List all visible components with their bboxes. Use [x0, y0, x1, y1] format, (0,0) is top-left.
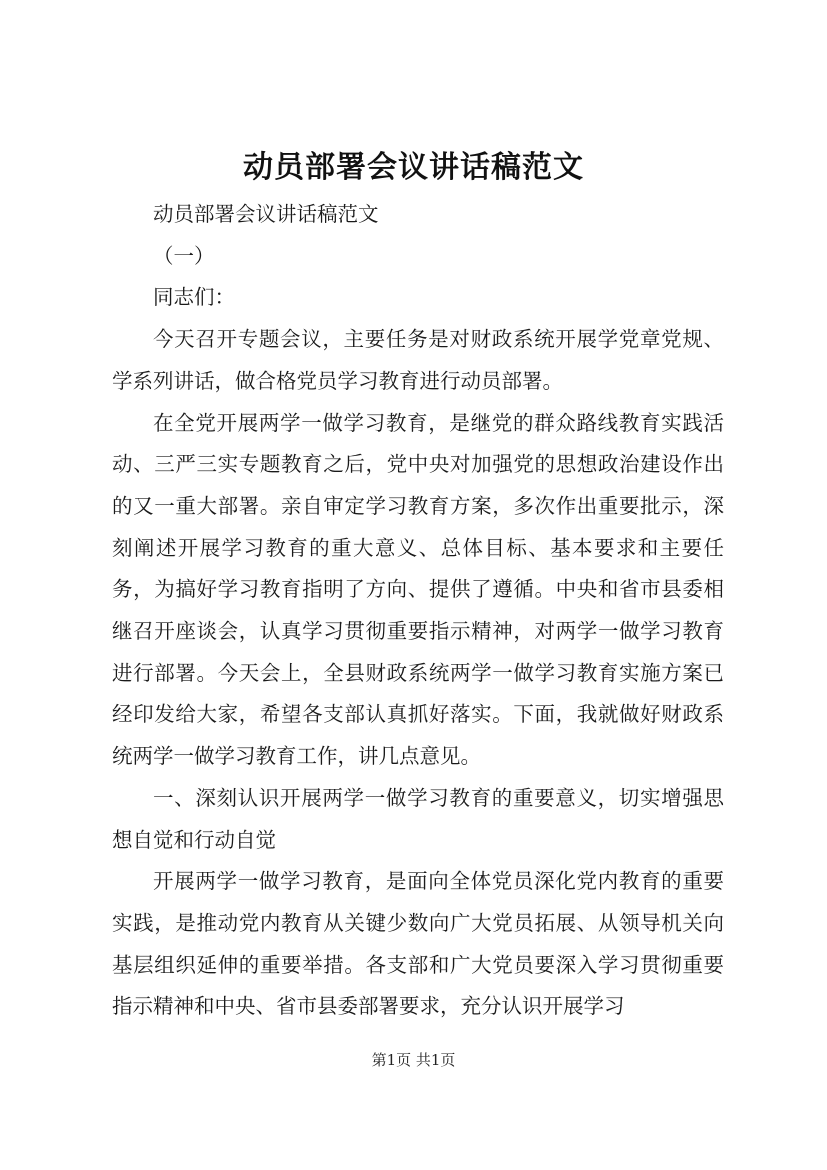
document-body	[112, 194, 724, 1028]
document-title: 动员部署会议讲话稿范文	[243, 150, 584, 185]
body-paragraph: 今天召开专题会议，主要任务是对财政系统开展学党章党规、学系列讲话，做合格党员学习教育进行动员部署。	[112, 327, 724, 393]
body-paragraph: 开展两学一做学习教育，是面向全体党员深化党内教育的重要实践，是推动党内教育从关键少数向广大党员拓展、从领导机关向基层组织延伸的重要举措。各支部和广大党员要深入学习贯彻重要指示精神和中央、省市县委部署要求，充分认识开展学习	[112, 869, 724, 1019]
subtitle-paragraph: 动员部署会议讲话稿范文	[153, 202, 379, 226]
salutation-paragraph: 同志们：	[153, 285, 235, 310]
section-number-paragraph: （一）	[153, 243, 215, 268]
page-footer: 第1页 共1页	[371, 1051, 456, 1069]
body-paragraph: 在全党开展两学一做学习教育，是继党的群众路线教育实践活动、三严三实专题教育之后，党中央对加强党的思想政治建设作出的又一重大部署。亲自审定学习教育方案，多次作出重要批示，深刻阐述开展学习教育的重大意义、总体目标、基本要求和主要任务，为搞好学习教育指明了方向、提供了遵循。中央和省市县委相继召开座谈会，认真学习贯彻重要指示精神，对两学一做学习教育进行部署。今天会上，全县财政系统两学一做学习教育实施方案已经印发给大家，希望各支部认真抓好落实。下面，我就做好财政系统两学一做学习教育工作，讲几点意见。	[112, 410, 724, 769]
section-heading-paragraph: 一、深刻认识开展两学一做学习教育的重要意义，切实增强思想自觉和行动自觉	[112, 785, 724, 852]
